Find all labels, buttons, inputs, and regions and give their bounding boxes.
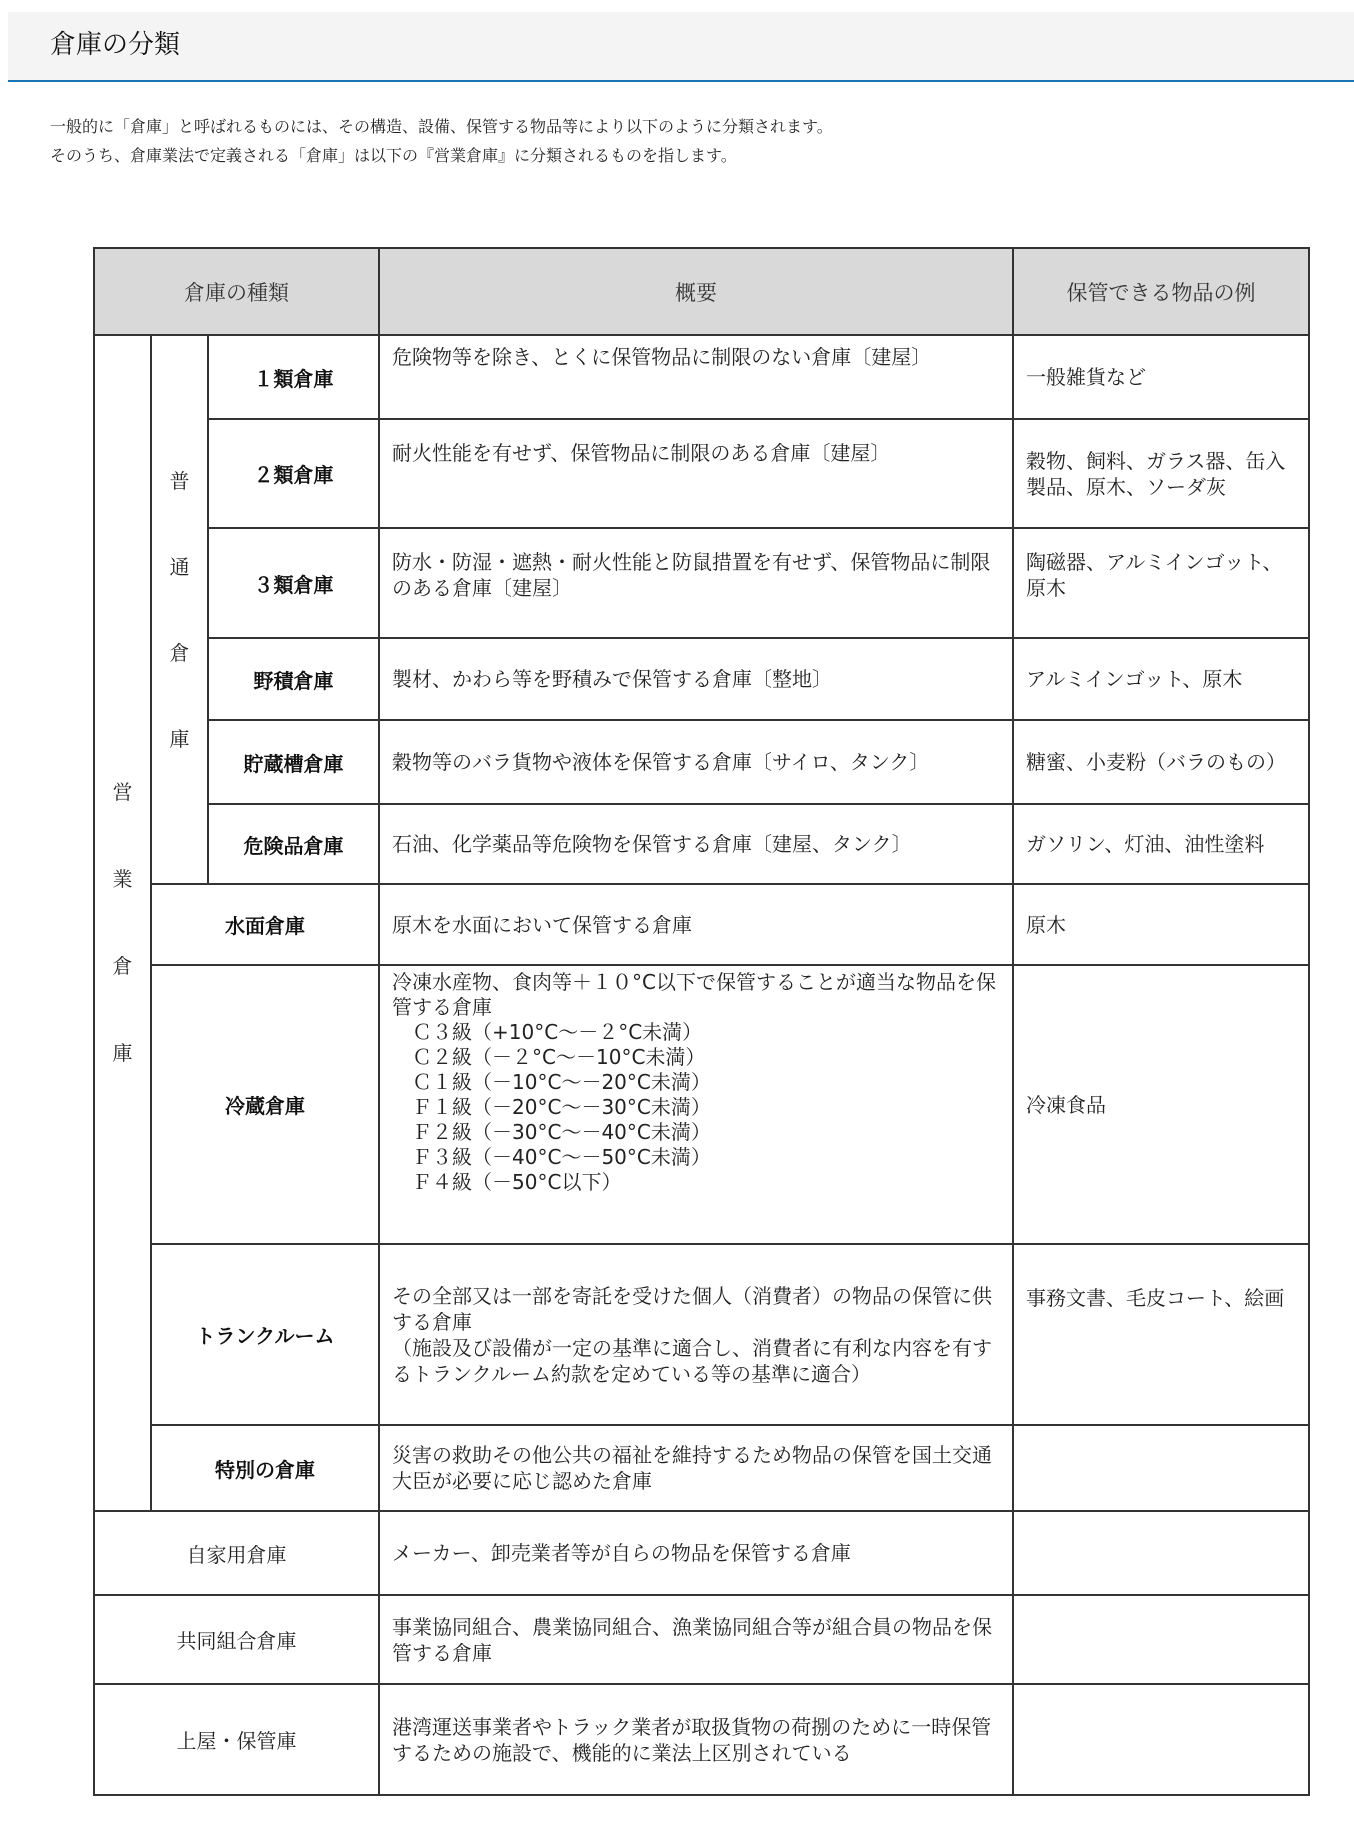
row-summary xyxy=(379,1244,1013,1425)
group-char: 庫 xyxy=(169,726,190,751)
table-header-row xyxy=(94,248,1309,335)
row-summary: 原木を水面において保管する倉庫 xyxy=(379,884,1013,965)
group-label-futsu xyxy=(151,335,208,884)
summary-line: Ｃ１級（－10°C～－20°C未満） xyxy=(392,1070,711,1094)
table-row xyxy=(94,884,1309,965)
group-char: 倉 xyxy=(112,954,133,978)
row-summary: 穀物等のバラ貨物や液体を保管する倉庫〔サイロ、タンク〕 xyxy=(379,720,1013,804)
row-summary: 防水・防湿・遮熱・耐火性能と防鼠措置を有せず、保管物品に制限のある倉庫〔建屋〕 xyxy=(379,528,1013,638)
row-summary: 危険物等を除き、とくに保管物品に制限のない倉庫〔建屋〕 xyxy=(379,335,1013,419)
summary-line: その全部又は一部を寄託を受けた個人（消費者）の物品の保管に供する倉庫 xyxy=(392,1283,993,1334)
row-summary xyxy=(379,965,1013,1244)
row-name: 冷蔵倉庫 xyxy=(151,965,379,1244)
row-name: 共同組合倉庫 xyxy=(94,1595,379,1684)
row-examples: アルミインゴット、原木 xyxy=(1013,638,1309,720)
table-row xyxy=(94,335,1309,419)
group-char: 通 xyxy=(169,554,190,579)
summary-line: Ｆ２級（－30°C～－40°C未満） xyxy=(392,1120,711,1144)
page-header xyxy=(8,12,1354,82)
row-summary: メーカー、卸売業者等が自らの物品を保管する倉庫 xyxy=(379,1511,1013,1595)
group-char: 業 xyxy=(112,867,133,891)
row-summary: 製材、かわら等を野積みで保管する倉庫〔整地〕 xyxy=(379,638,1013,720)
header-type: 倉庫の種類 xyxy=(94,248,379,335)
summary-line: Ｃ３級（+10°C～－２°C未満） xyxy=(392,1020,703,1044)
row-name: ２類倉庫 xyxy=(208,419,379,528)
row-name: トランクルーム xyxy=(151,1244,379,1425)
row-examples xyxy=(1013,1595,1309,1684)
row-examples: 陶磁器、アルミインゴット、原木 xyxy=(1013,528,1309,638)
intro-line-2: そのうち、倉庫業法で定義される「倉庫」は以下の『営業倉庫』に分類されるものを指します。 xyxy=(50,146,737,165)
row-name: 貯蔵槽倉庫 xyxy=(208,720,379,804)
row-summary: 耐火性能を有せず、保管物品に制限のある倉庫〔建屋〕 xyxy=(379,419,1013,528)
row-name: 水面倉庫 xyxy=(151,884,379,965)
summary-line: Ｆ１級（－20°C～－30°C未満） xyxy=(392,1095,711,1119)
table-row xyxy=(94,528,1309,638)
group-label-eigyo xyxy=(94,335,151,1511)
intro-text xyxy=(50,112,833,170)
table-row xyxy=(94,1244,1309,1425)
row-examples: 事務文書、毛皮コート、絵画 xyxy=(1013,1244,1309,1425)
warehouse-classification-table xyxy=(93,247,1310,1796)
summary-line: 冷凍水産物、食肉等＋１０°C以下で保管することが適当な物品を保管する倉庫 xyxy=(392,970,996,1019)
table-row xyxy=(94,1595,1309,1684)
table-row xyxy=(94,804,1309,884)
row-summary: 石油、化学薬品等危険物を保管する倉庫〔建屋、タンク〕 xyxy=(379,804,1013,884)
row-name: １類倉庫 xyxy=(208,335,379,419)
row-examples: 一般雑貨など xyxy=(1013,335,1309,419)
row-summary: 港湾運送事業者やトラック業者が取扱貨物の荷捌のために一時保管するための施設で、機能的に業法上区別されている xyxy=(379,1684,1013,1795)
row-summary: 災害の救助その他公共の福祉を維持するため物品の保管を国土交通大臣が必要に応じ認めた倉庫 xyxy=(379,1425,1013,1511)
row-name: 上屋・保管庫 xyxy=(94,1684,379,1795)
table-row xyxy=(94,1425,1309,1511)
row-examples xyxy=(1013,1511,1309,1595)
summary-line: （施設及び設備が一定の基準に適合し、消費者に有利な内容を有するトランクルーム約款を定めている等の基準に適合） xyxy=(392,1335,993,1386)
row-examples xyxy=(1013,1425,1309,1511)
row-name: 自家用倉庫 xyxy=(94,1511,379,1595)
intro-line-1: 一般的に「倉庫」と呼ばれるものには、その構造、設備、保管する物品等により以下のように分類されます。 xyxy=(50,117,833,136)
row-name: ３類倉庫 xyxy=(208,528,379,638)
group-char: 倉 xyxy=(169,640,190,665)
row-examples: 穀物、飼料、ガラス器、缶入製品、原木、ソーダ灰 xyxy=(1013,419,1309,528)
table-row xyxy=(94,720,1309,804)
table-row xyxy=(94,419,1309,528)
row-examples xyxy=(1013,1684,1309,1795)
row-examples: 原木 xyxy=(1013,884,1309,965)
table-row xyxy=(94,965,1309,1244)
row-name: 危険品倉庫 xyxy=(208,804,379,884)
row-examples: 糖蜜、小麦粉（バラのもの） xyxy=(1013,720,1309,804)
table-row xyxy=(94,1684,1309,1795)
row-name: 特別の倉庫 xyxy=(151,1425,379,1511)
summary-line: Ｆ４級（－50°C以下） xyxy=(392,1170,622,1194)
row-name: 野積倉庫 xyxy=(208,638,379,720)
group-char: 普 xyxy=(169,468,190,493)
group-char: 営 xyxy=(112,780,133,804)
row-examples: ガソリン、灯油、油性塗料 xyxy=(1013,804,1309,884)
table-row xyxy=(94,1511,1309,1595)
row-examples: 冷凍食品 xyxy=(1013,965,1309,1244)
row-summary: 事業協同組合、農業協同組合、漁業協同組合等が組合員の物品を保管する倉庫 xyxy=(379,1595,1013,1684)
group-char: 庫 xyxy=(112,1041,133,1065)
page-title: 倉庫の分類 xyxy=(50,30,181,60)
summary-line: Ｃ２級（－２°C～－10°C未満） xyxy=(392,1045,706,1069)
summary-line: Ｆ３級（－40°C～－50°C未満） xyxy=(392,1145,711,1169)
header-examples: 保管できる物品の例 xyxy=(1013,248,1309,335)
header-summary: 概要 xyxy=(379,248,1013,335)
table-row xyxy=(94,638,1309,720)
